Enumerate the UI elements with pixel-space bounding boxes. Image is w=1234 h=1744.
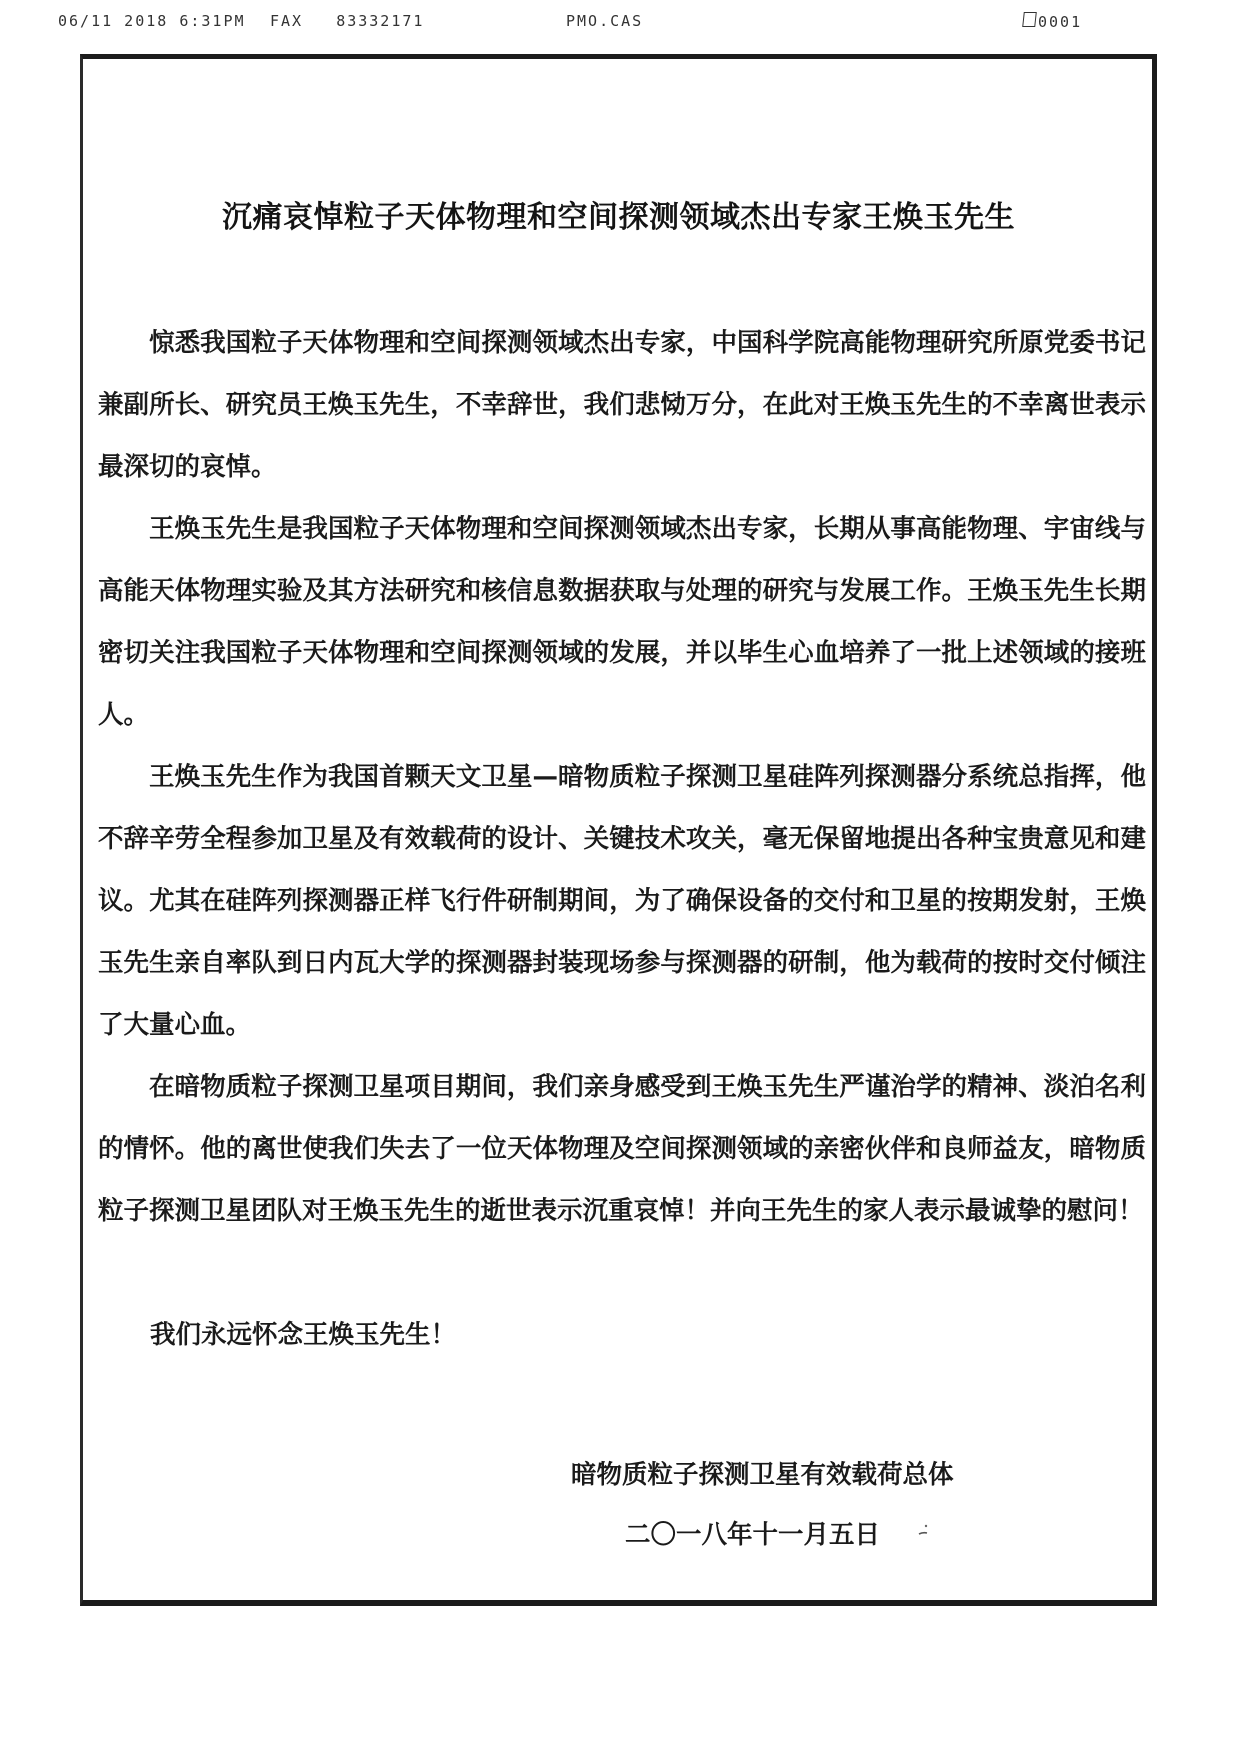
signature-organization: 暗物质粒子探测卫星有效载荷总体: [571, 1460, 954, 1490]
fax-page: [1023, 12, 1082, 31]
fax-header: [0, 12, 1234, 36]
page-box-icon: [1022, 12, 1037, 27]
document-body: [98, 312, 1146, 1242]
body-paragraph-4: 在暗物质粒子探测卫星项目期间，我们亲身感受到王焕玉先生严谨治学的精神、淡泊名利的情怀。他的离世使我们失去了一位天体物理及空间探测领域的亲密伙伴和良师益友，暗物质粒子探测卫星团队对王焕玉先生的逝世表示沉重哀悼！并向王先生的家人表示最诚挚的慰问！: [98, 1072, 1146, 1226]
fax-number: 83332171: [336, 12, 425, 30]
fax-datetime: 06/11 2018 6:31PM: [58, 12, 246, 30]
body-paragraph-1: 惊悉我国粒子天体物理和空间探测领域杰出专家，中国科学院高能物理研究所原党委书记兼副所长、研究员王焕玉先生，不幸辞世，我们悲恸万分，在此对王焕玉先生的不幸离世表示最深切的哀悼。: [98, 328, 1146, 482]
fax-station: PMO.CAS: [566, 12, 644, 30]
signature-date: 二〇一八年十一月五日: [625, 1520, 881, 1550]
fax-number-line: [270, 12, 424, 30]
fax-page-number: 0001: [1038, 13, 1083, 31]
closing-line: 我们永远怀念王焕玉先生！: [150, 1320, 457, 1350]
body-paragraph-2: 王焕玉先生是我国粒子天体物理和空间探测领域杰出专家，长期从事高能物理、宇宙线与高能天体物理实验及其方法研究和核信息数据获取与处理的研究与发展工作。王焕玉先生长期密切关注我国粒子天体物理和空间探测领域的发展，并以毕生心血培养了一批上述领域的接班人。: [98, 514, 1146, 730]
scan-speck-mark: [917, 1520, 929, 1546]
body-paragraph-3: 王焕玉先生作为我国首颗天文卫星—暗物质粒子探测卫星硅阵列探测器分系统总指挥，他不辞辛劳全程参加卫星及有效载荷的设计、关键技术攻关，毫无保留地提出各种宝贵意见和建议。尤其在硅阵列探测器正样飞行件研制期间，为了确保设备的交付和卫星的按期发射，王焕玉先生亲自率队到日内瓦大学的探测器封装现场参与探测器的研制，他为载荷的按时交付倾注了大量心血。: [98, 762, 1146, 1040]
fax-label: FAX: [270, 12, 304, 30]
document-title: 沉痛哀悼粒子天体物理和空间探测领域杰出专家王焕玉先生: [222, 200, 1015, 235]
